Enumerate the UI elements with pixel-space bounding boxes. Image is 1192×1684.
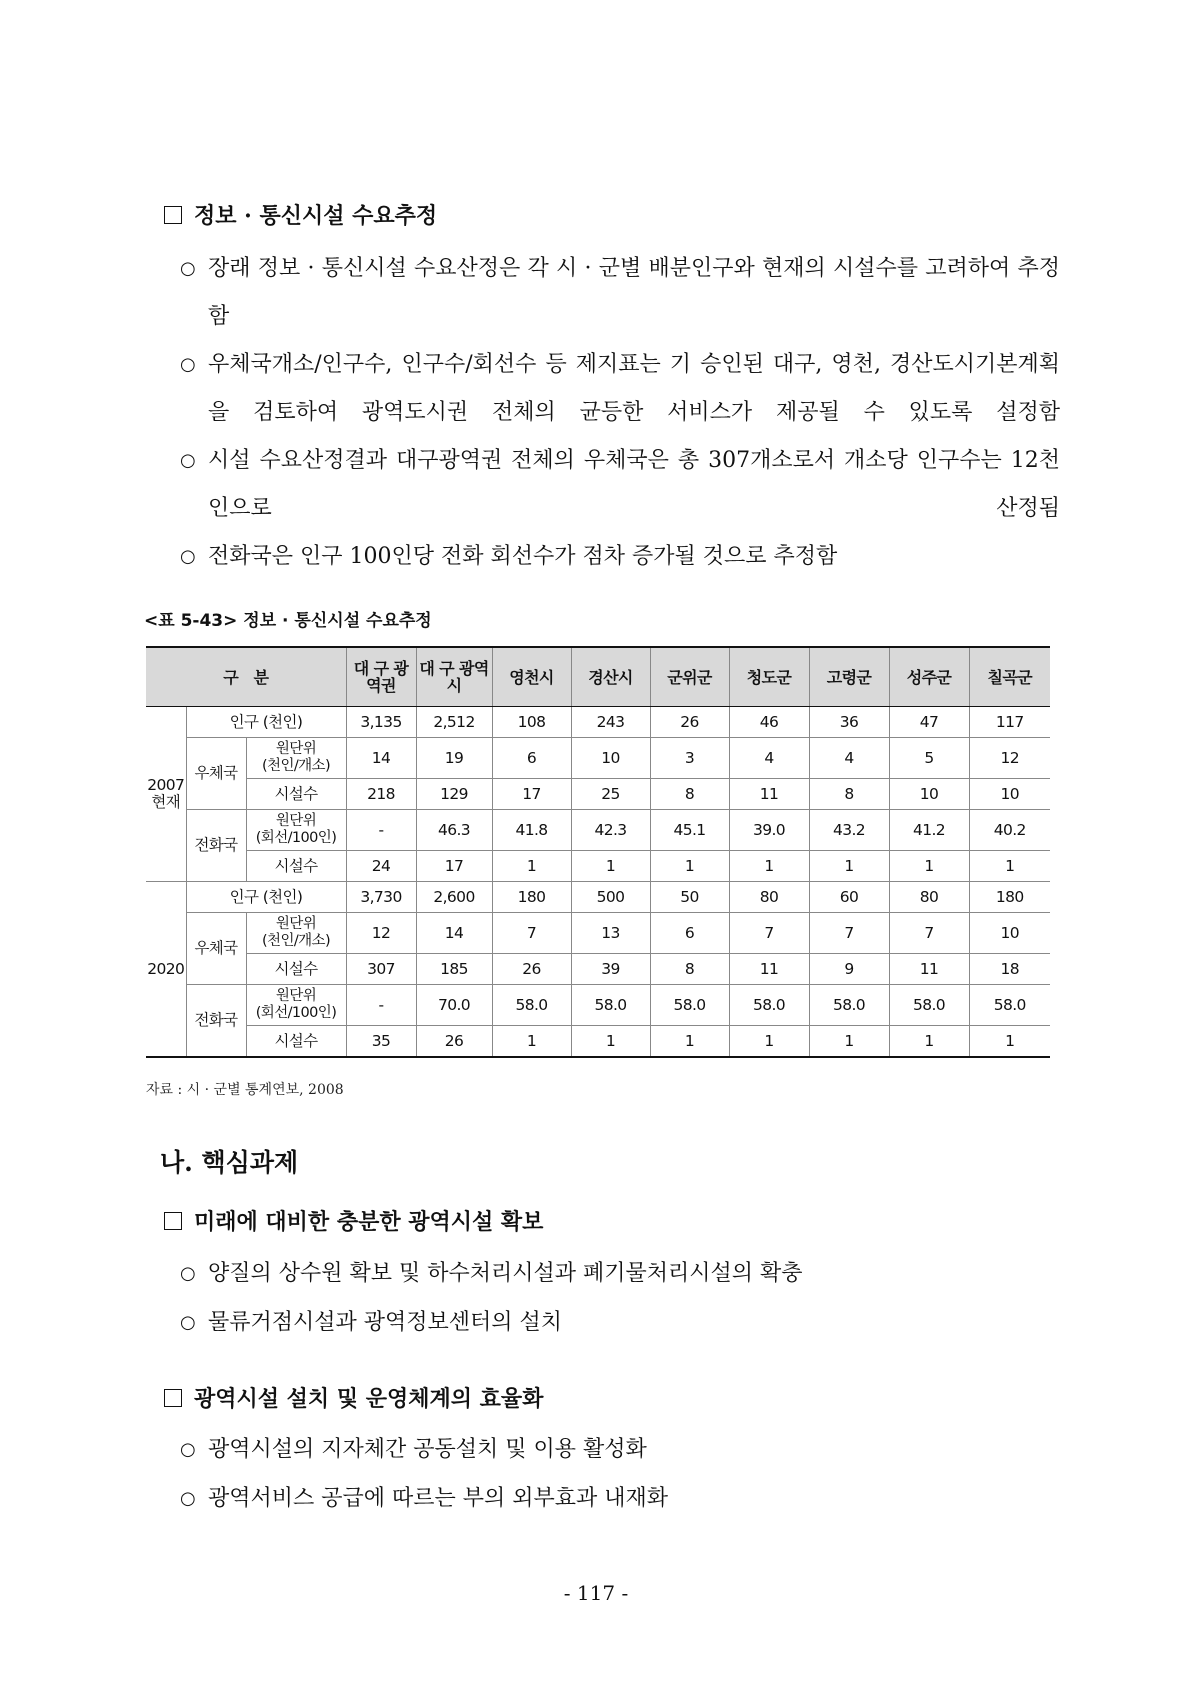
row-label-post-office: 우체국: [186, 738, 246, 810]
sub-heading-text: 미래에 대비한 충분한 광역시설 확보: [194, 1209, 544, 1235]
header-daegu-city: 대 구 광역시: [416, 647, 492, 707]
table-cell: 13: [571, 913, 650, 954]
table-cell: 70.0: [416, 985, 492, 1026]
table-cell: 6: [492, 738, 571, 779]
circle-bullet-icon: ○: [180, 1312, 196, 1333]
bullet-item: [180, 533, 1060, 581]
row-label-population: 인구 (천인): [186, 707, 346, 738]
table-cell: 26: [650, 707, 729, 738]
circle-bullet-icon: ○: [180, 450, 196, 471]
table-cell: 5: [889, 738, 969, 779]
header-daegu-region: 대 구 광역권: [346, 647, 416, 707]
row-label-facilities: 시설수: [246, 851, 346, 882]
row-label-post-office: 우체국: [186, 913, 246, 985]
table-cell: 7: [889, 913, 969, 954]
telecom-demand-table: [146, 646, 1050, 1058]
sub-heading-facilities: [164, 1205, 543, 1236]
table-cell: 7: [729, 913, 809, 954]
row-label-unit: [246, 985, 346, 1026]
bullet-text: 물류거점시설과 광역정보센터의 설치: [208, 1310, 563, 1335]
circle-bullet-icon: ○: [180, 258, 196, 279]
row-label-facilities: 시설수: [246, 779, 346, 810]
bullet-item: [180, 1299, 1060, 1347]
table-cell: 7: [492, 913, 571, 954]
unit-suffix: (천인/개소): [261, 933, 331, 949]
table-row: [146, 810, 1050, 851]
checkbox-square-icon: [164, 206, 182, 224]
header-category: 구 분: [146, 647, 346, 707]
table-cell: 24: [346, 851, 416, 882]
table-cell: 1: [809, 1026, 889, 1058]
table-row: [146, 779, 1050, 810]
header-city: 청도군: [729, 647, 809, 707]
table-cell: 10: [969, 779, 1050, 810]
row-label-telephone: 전화국: [186, 985, 246, 1058]
table-cell: 185: [416, 954, 492, 985]
table-cell: 39: [571, 954, 650, 985]
table-caption: <표 5-43> 정보 · 통신시설 수요추정: [144, 611, 432, 631]
table-cell: 8: [809, 779, 889, 810]
table-row: [146, 707, 1050, 738]
table-cell: 58.0: [650, 985, 729, 1026]
checkbox-square-icon: [164, 1212, 182, 1230]
table-cell: 26: [416, 1026, 492, 1058]
bullet-item: [180, 1250, 1060, 1298]
header-city: 칠곡군: [969, 647, 1050, 707]
table-cell: 180: [969, 882, 1050, 913]
row-label-unit: [246, 810, 346, 851]
bullet-item: [180, 341, 1060, 437]
table-cell: 17: [416, 851, 492, 882]
table-header-row: [146, 647, 1050, 707]
table-cell: 1: [809, 851, 889, 882]
bullet-text: 광역서비스 공급에 따르는 부의 외부효과 내재화: [208, 1486, 669, 1511]
table-cell: 45.1: [650, 810, 729, 851]
table-cell: 11: [729, 954, 809, 985]
sub-heading-efficiency: [164, 1382, 543, 1413]
section-heading-text: 정보 · 통신시설 수요추정: [194, 203, 438, 229]
table-cell: 9: [809, 954, 889, 985]
table-cell: 117: [969, 707, 1050, 738]
table-cell: 218: [346, 779, 416, 810]
table-cell: 2,600: [416, 882, 492, 913]
table-cell: 1: [889, 851, 969, 882]
table-cell: 3,730: [346, 882, 416, 913]
table-cell: 307: [346, 954, 416, 985]
circle-bullet-icon: ○: [180, 1488, 196, 1509]
page-number: - 117 -: [563, 1581, 629, 1605]
year-label-2007: 2007 현재: [146, 707, 186, 882]
table-cell: 10: [571, 738, 650, 779]
table-cell: 46.3: [416, 810, 492, 851]
checkbox-square-icon: [164, 1389, 182, 1407]
table-cell: -: [346, 810, 416, 851]
table-cell: 58.0: [969, 985, 1050, 1026]
table-cell: 1: [650, 1026, 729, 1058]
circle-bullet-icon: ○: [180, 354, 196, 375]
table-cell: 7: [809, 913, 889, 954]
header-city: 성주군: [889, 647, 969, 707]
row-label-facilities: 시설수: [246, 954, 346, 985]
table-cell: 10: [889, 779, 969, 810]
header-city: 경산시: [571, 647, 650, 707]
table-cell: 12: [969, 738, 1050, 779]
table-cell: 1: [571, 851, 650, 882]
unit-suffix: (회선/100인): [255, 1005, 337, 1021]
table-cell: 3,135: [346, 707, 416, 738]
table-cell: 2,512: [416, 707, 492, 738]
table-cell: 25: [571, 779, 650, 810]
table-cell: 4: [729, 738, 809, 779]
table-cell: 42.3: [571, 810, 650, 851]
circle-bullet-icon: ○: [180, 1263, 196, 1284]
table-cell: 243: [571, 707, 650, 738]
header-city: 고령군: [809, 647, 889, 707]
header-city: 영천시: [492, 647, 571, 707]
unit-suffix: (천인/개소): [261, 758, 331, 774]
table-cell: 58.0: [571, 985, 650, 1026]
table-cell: 39.0: [729, 810, 809, 851]
table-cell: 10: [969, 913, 1050, 954]
unit-label: 원단위: [275, 916, 317, 932]
bullet-text: 우체국개소/인구수, 인구수/회선수 등 제지표는 기 승인된 대구, 영천, 경산도시기본계획을 검토하여 광역도시권 전체의 균등한 서비스가 제공될 수 있도록 설정함: [208, 352, 1060, 425]
header-city: 군위군: [650, 647, 729, 707]
table-cell: 17: [492, 779, 571, 810]
row-label-facilities: 시설수: [246, 1026, 346, 1058]
table-cell: 58.0: [889, 985, 969, 1026]
table-cell: 11: [889, 954, 969, 985]
bullet-text: 광역시설의 지자체간 공동설치 및 이용 활성화: [208, 1437, 647, 1462]
table-cell: 41.8: [492, 810, 571, 851]
unit-suffix: (회선/100인): [255, 830, 337, 846]
unit-label: 원단위: [275, 741, 317, 757]
table-cell: 36: [809, 707, 889, 738]
table-cell: 6: [650, 913, 729, 954]
table-cell: 180: [492, 882, 571, 913]
table-cell: 80: [729, 882, 809, 913]
table-cell: 3: [650, 738, 729, 779]
bullet-item: [180, 245, 1060, 341]
table-cell: 18: [969, 954, 1050, 985]
table-cell: 108: [492, 707, 571, 738]
table-cell: 14: [346, 738, 416, 779]
table-cell: 1: [492, 851, 571, 882]
table-cell: 8: [650, 779, 729, 810]
table-cell: 1: [729, 851, 809, 882]
table-cell: 129: [416, 779, 492, 810]
bullet-text: 시설 수요산정결과 대구광역권 전체의 우체국은 총 307개소로서 개소당 인구수는 12천인으로 산정됨: [208, 448, 1060, 521]
unit-label: 원단위: [275, 988, 317, 1004]
table-row: [146, 985, 1050, 1026]
table-source-note: 자료 : 시 · 군별 통계연보, 2008: [146, 1082, 344, 1098]
table-row: [146, 738, 1050, 779]
table-cell: 80: [889, 882, 969, 913]
year-label-2020: 2020: [146, 882, 186, 1058]
table-cell: 58.0: [809, 985, 889, 1026]
circle-bullet-icon: ○: [180, 546, 196, 567]
table-cell: 500: [571, 882, 650, 913]
table-cell: 4: [809, 738, 889, 779]
table-cell: 19: [416, 738, 492, 779]
section-title-core-tasks: 나. 핵심과제: [160, 1148, 299, 1177]
table-cell: 58.0: [492, 985, 571, 1026]
table-cell: 14: [416, 913, 492, 954]
table-cell: 43.2: [809, 810, 889, 851]
row-label-unit: [246, 738, 346, 779]
table-cell: 47: [889, 707, 969, 738]
table-cell: 1: [729, 1026, 809, 1058]
bullet-item: [180, 1475, 1060, 1523]
table-cell: 1: [969, 851, 1050, 882]
table-cell: 40.2: [969, 810, 1050, 851]
table-cell: 1: [571, 1026, 650, 1058]
bullet-text: 전화국은 인구 100인당 전화 회선수가 점차 증가될 것으로 추정함: [208, 544, 838, 569]
row-label-unit: [246, 913, 346, 954]
table-row: [146, 851, 1050, 882]
table-row: [146, 913, 1050, 954]
table-cell: 58.0: [729, 985, 809, 1026]
table-cell: 60: [809, 882, 889, 913]
row-label-population: 인구 (천인): [186, 882, 346, 913]
table-cell: 1: [492, 1026, 571, 1058]
table-cell: 41.2: [889, 810, 969, 851]
table-cell: 35: [346, 1026, 416, 1058]
table-cell: 1: [969, 1026, 1050, 1058]
circle-bullet-icon: ○: [180, 1439, 196, 1460]
table-cell: 1: [889, 1026, 969, 1058]
table-cell: -: [346, 985, 416, 1026]
table-cell: 26: [492, 954, 571, 985]
table-cell: 12: [346, 913, 416, 954]
table-row: [146, 954, 1050, 985]
bullet-item: [180, 437, 1060, 533]
table-cell: 11: [729, 779, 809, 810]
sub-heading-text: 광역시설 설치 및 운영체계의 효율화: [194, 1386, 544, 1412]
table-row: [146, 882, 1050, 913]
bullet-text: 양질의 상수원 확보 및 하수처리시설과 폐기물처리시설의 확충: [208, 1261, 803, 1286]
bullet-item: [180, 1426, 1060, 1474]
table-cell: 50: [650, 882, 729, 913]
section-heading-telecom: [164, 199, 437, 230]
table-cell: 1: [650, 851, 729, 882]
table-row: [146, 1026, 1050, 1058]
row-label-telephone: 전화국: [186, 810, 246, 882]
bullet-text: 장래 정보 · 통신시설 수요산정은 각 시 · 군별 배분인구와 현재의 시설수를 고려하여 추정함: [208, 256, 1060, 329]
table-cell: 46: [729, 707, 809, 738]
table-cell: 8: [650, 954, 729, 985]
unit-label: 원단위: [275, 813, 317, 829]
